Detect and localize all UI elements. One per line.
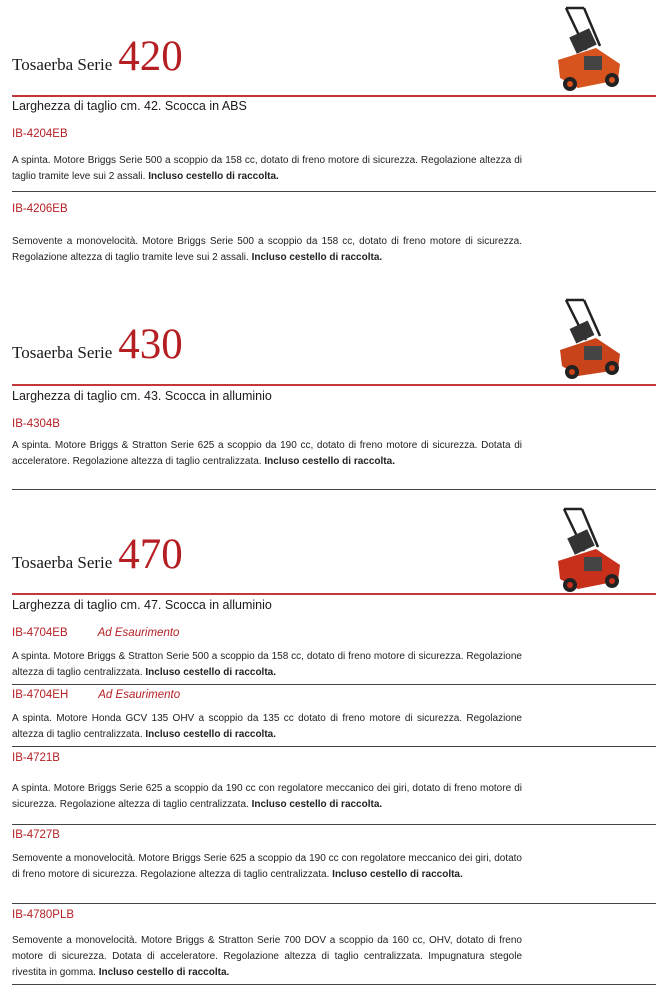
model-description: A spinta. Motore Honda GCV 135 OHV a scoppio da 135 cc dotato di freno motore di sicurezza. Regolazione altezza di taglio centralizzata. Incluso cestello di raccolta. <box>12 713 522 740</box>
model-code: IB-4704EB Ad Esaurimento <box>12 627 180 639</box>
model-code: IB-4204EB <box>12 128 68 140</box>
series-label: Tosaerba Serie <box>12 343 113 362</box>
series-label: Tosaerba Serie <box>12 55 113 74</box>
model-code: IB-4304B <box>12 418 60 430</box>
availability-note: Ad Esaurimento <box>98 689 181 701</box>
model-code: IB-4727B <box>12 829 60 841</box>
lawnmower-470-image <box>548 505 630 595</box>
model-description: A spinta. Motore Briggs Serie 625 a scoppio da 190 cc con regolatore meccanico dei giri, dotato di freno motore di sicurezza. Regolazione altezza di taglio centralizzata. Incluso cestello di raccolta. <box>12 783 522 810</box>
model-code: IB-4721B <box>12 752 60 764</box>
series-470-subtitle: Larghezza di taglio cm. 47. Scocca in alluminio <box>12 598 272 612</box>
model-description: Semovente a monovelocità. Motore Briggs & Stratton Serie 700 DOV a scoppio da 160 cc, OHV, dotato di freno motore di sicurezza. Dotata di acceleratore. Regolazione altezza di taglio centralizzata. Impugnatura stegole rivestita in gomma. Incluso cestello di raccolta. <box>12 935 522 978</box>
model-code: IB-4704EH Ad Esaurimento <box>12 689 181 701</box>
availability-note: Ad Esaurimento <box>97 627 180 639</box>
model-description: Semovente a monovelocità. Motore Briggs Serie 500 a scoppio da 158 cc, dotato di freno motore di sicurezza. Regolazione altezza di taglio tramite leve sui 2 assali. Incluso cestello di raccolta. <box>12 236 522 263</box>
series-number: 420 <box>118 33 183 80</box>
series-number: 470 <box>118 531 183 578</box>
series-number: 430 <box>118 321 183 368</box>
model-description: A spinta. Motore Briggs Serie 500 a scoppio da 158 cc, dotato di freno motore di sicurezza. Regolazione altezza di taglio tramite leve sui 2 assali. Incluso cestello di raccolta. <box>12 155 522 182</box>
series-label: Tosaerba Serie <box>12 553 113 572</box>
lawnmower-430-image <box>550 296 630 382</box>
model-description: Semovente a monovelocità. Motore Briggs Serie 625 a scoppio da 190 cc con regolatore meccanico dei giri, dotato di freno motore di sicurezza. Regolazione altezza di taglio centralizzata. Incluso cestello di raccolta. <box>12 853 522 880</box>
model-code: IB-4780PLB <box>12 909 75 921</box>
series-420-title <box>12 32 183 81</box>
model-description: A spinta. Motore Briggs & Stratton Serie 500 a scoppio da 158 cc, dotato di freno motore di sicurezza. Regolazione altezza di taglio centralizzata. Incluso cestello di raccolta. <box>12 651 522 678</box>
series-430-subtitle: Larghezza di taglio cm. 43. Scocca in alluminio <box>12 389 272 403</box>
lawnmower-420-image <box>548 4 630 94</box>
series-430-title <box>12 320 183 369</box>
model-description: A spinta. Motore Briggs & Stratton Serie 625 a scoppio da 190 cc, dotato di freno motore di sicurezza. Dotata di acceleratore. Regolazione altezza di taglio centralizzata. Incluso cestello di raccolta. <box>12 440 522 467</box>
series-470-title <box>12 530 183 579</box>
series-420-subtitle: Larghezza di taglio cm. 42. Scocca in ABS <box>12 99 247 113</box>
model-code: IB-4206EB <box>12 203 68 215</box>
